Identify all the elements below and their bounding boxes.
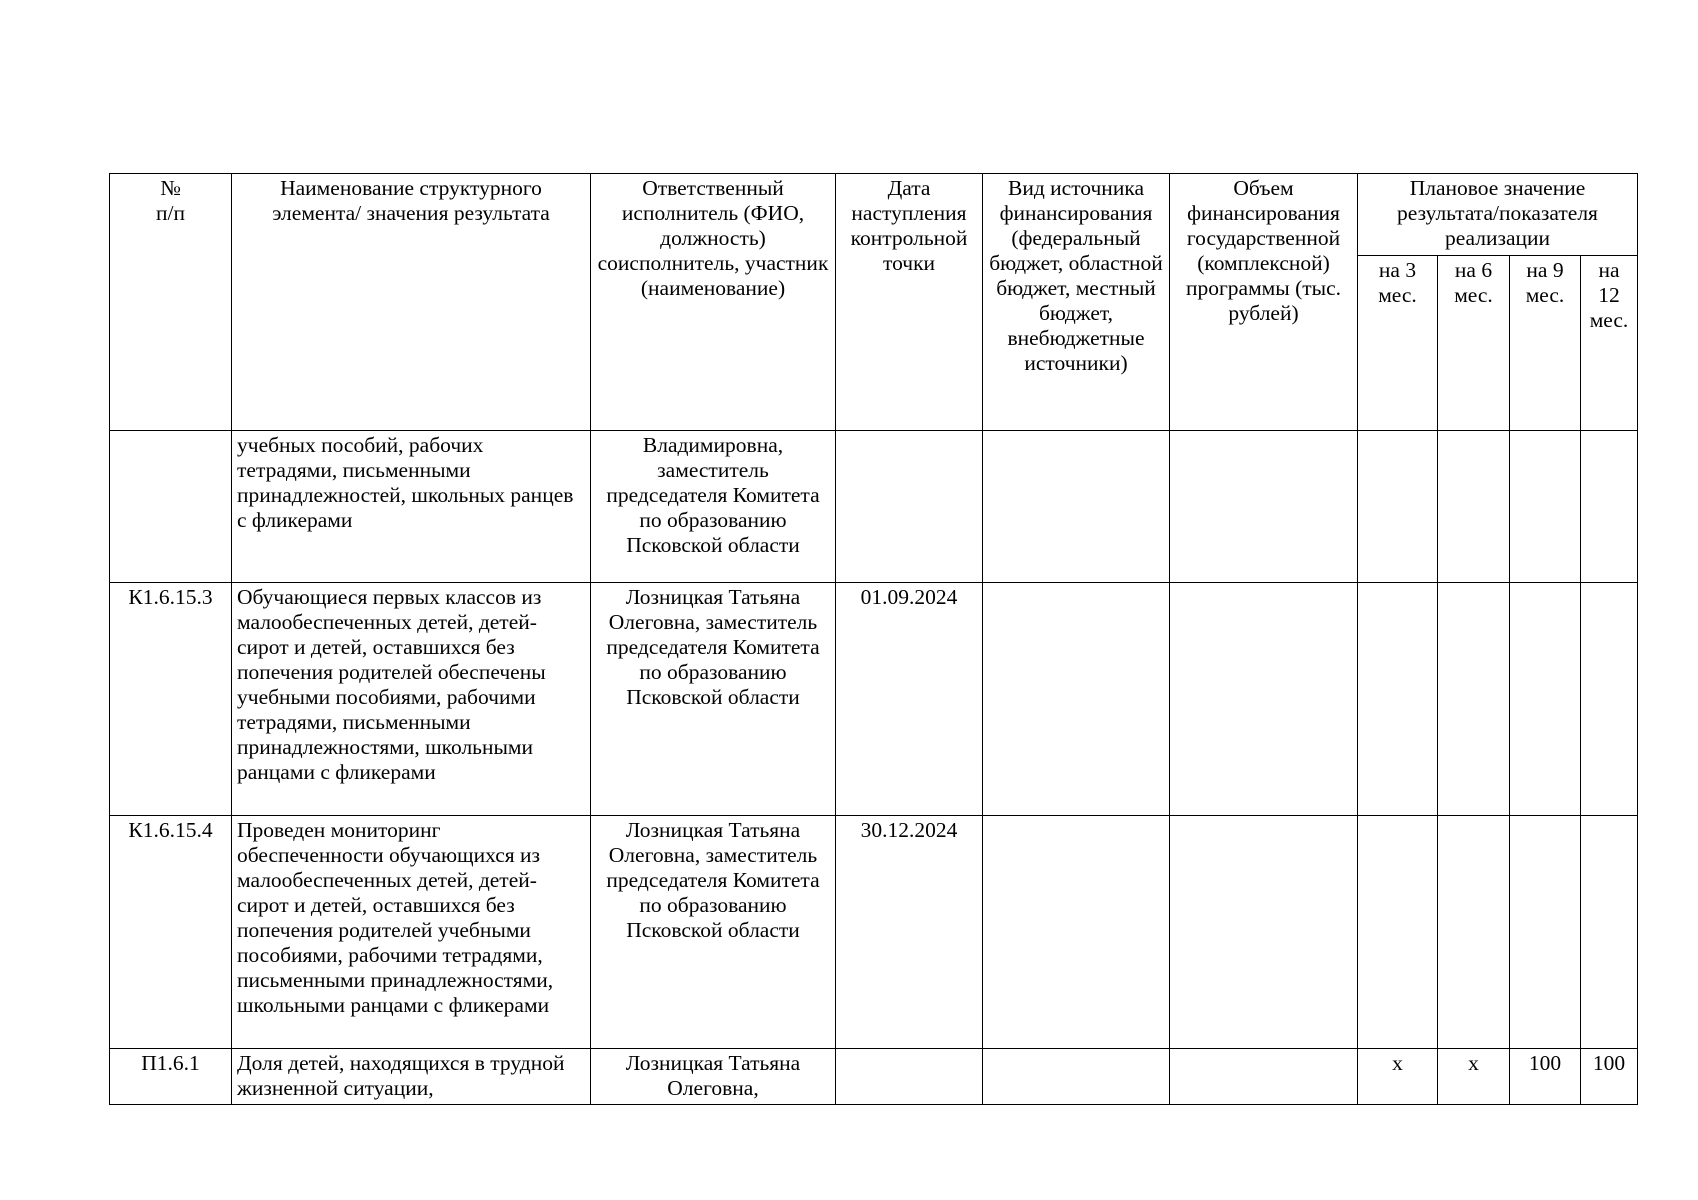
row-responsible: Лозницкая Татьяна Олеговна, заместитель председателя Комитета по образованию Псковской области [591,583,836,816]
control-points-table [109,173,1638,1105]
row-m6: х [1438,1049,1510,1105]
row-volume [1170,1049,1358,1105]
header-m12: на 12 мес. [1581,256,1638,431]
header-planned: Плановое значение результата/показателя реализации [1358,174,1638,256]
header-num: № п/п [110,174,232,431]
row-volume [1170,431,1358,583]
row-source [983,1049,1170,1105]
row-m6 [1438,583,1510,816]
row-m9 [1510,431,1581,583]
row-m3 [1358,816,1438,1049]
table-row [110,583,1638,816]
row-num: К1.6.15.4 [110,816,232,1049]
row-m6 [1438,816,1510,1049]
row-source [983,431,1170,583]
header-source: Вид источника финансирования (федеральный бюджет, областной бюджет, местный бюджет, внебюджетные источники) [983,174,1170,431]
row-num [110,431,232,583]
row-m12 [1581,431,1638,583]
header-date: Дата наступления контрольной точки [836,174,983,431]
header-row [110,174,1638,256]
header-name: Наименование структурного элемента/ значения результата [232,174,591,431]
row-m9: 100 [1510,1049,1581,1105]
row-m9 [1510,816,1581,1049]
table-row [110,431,1638,583]
header-m3: на 3 мес. [1358,256,1438,431]
row-name: Обучающиеся первых классов из малообеспеченных детей, детей-сирот и детей, оставшихся без попечения родителей обеспечены учебными пособиями, рабочими тетрадями, письменными принадлежностями, школьными ранцами с фликерами [232,583,591,816]
row-m12 [1581,583,1638,816]
row-responsible: Лозницкая Татьяна Олеговна, заместитель председателя Комитета по образованию Псковской области [591,816,836,1049]
row-date [836,431,983,583]
row-responsible: Владимировна, заместитель председателя Комитета по образованию Псковской области [591,431,836,583]
row-m6 [1438,431,1510,583]
row-source [983,816,1170,1049]
row-volume [1170,816,1358,1049]
header-m9: на 9 мес. [1510,256,1581,431]
row-m9 [1510,583,1581,816]
row-date: 30.12.2024 [836,816,983,1049]
row-responsible: Лозницкая Татьяна Олеговна, [591,1049,836,1105]
row-name: Доля детей, находящихся в трудной жизненной ситуации, [232,1049,591,1105]
row-m3 [1358,431,1438,583]
row-date [836,1049,983,1105]
table-row [110,1049,1638,1105]
row-num: П1.6.1 [110,1049,232,1105]
row-num: К1.6.15.3 [110,583,232,816]
row-m3: х [1358,1049,1438,1105]
row-m12: 100 [1581,1049,1638,1105]
table-row [110,816,1638,1049]
row-volume [1170,583,1358,816]
row-m3 [1358,583,1438,816]
row-date: 01.09.2024 [836,583,983,816]
row-name: Проведен мониторинг обеспеченности обучающихся из малообеспеченных детей, детей-сирот и детей, оставшихся без попечения родителей учебными пособиями, рабочими тетрадями, письменными принадлежностями, школьными ранцами с фликерами [232,816,591,1049]
row-name: учебных пособий, рабочих тетрадями, письменными принадлежностей, школьных ранцев с фликерами [232,431,591,583]
row-m12 [1581,816,1638,1049]
header-responsible: Ответственный исполнитель (ФИО, должность) соисполнитель, участник (наименование) [591,174,836,431]
row-source [983,583,1170,816]
header-m6: на 6 мес. [1438,256,1510,431]
header-volume: Объем финансирования государственной (комплексной) программы (тыс. рублей) [1170,174,1358,431]
